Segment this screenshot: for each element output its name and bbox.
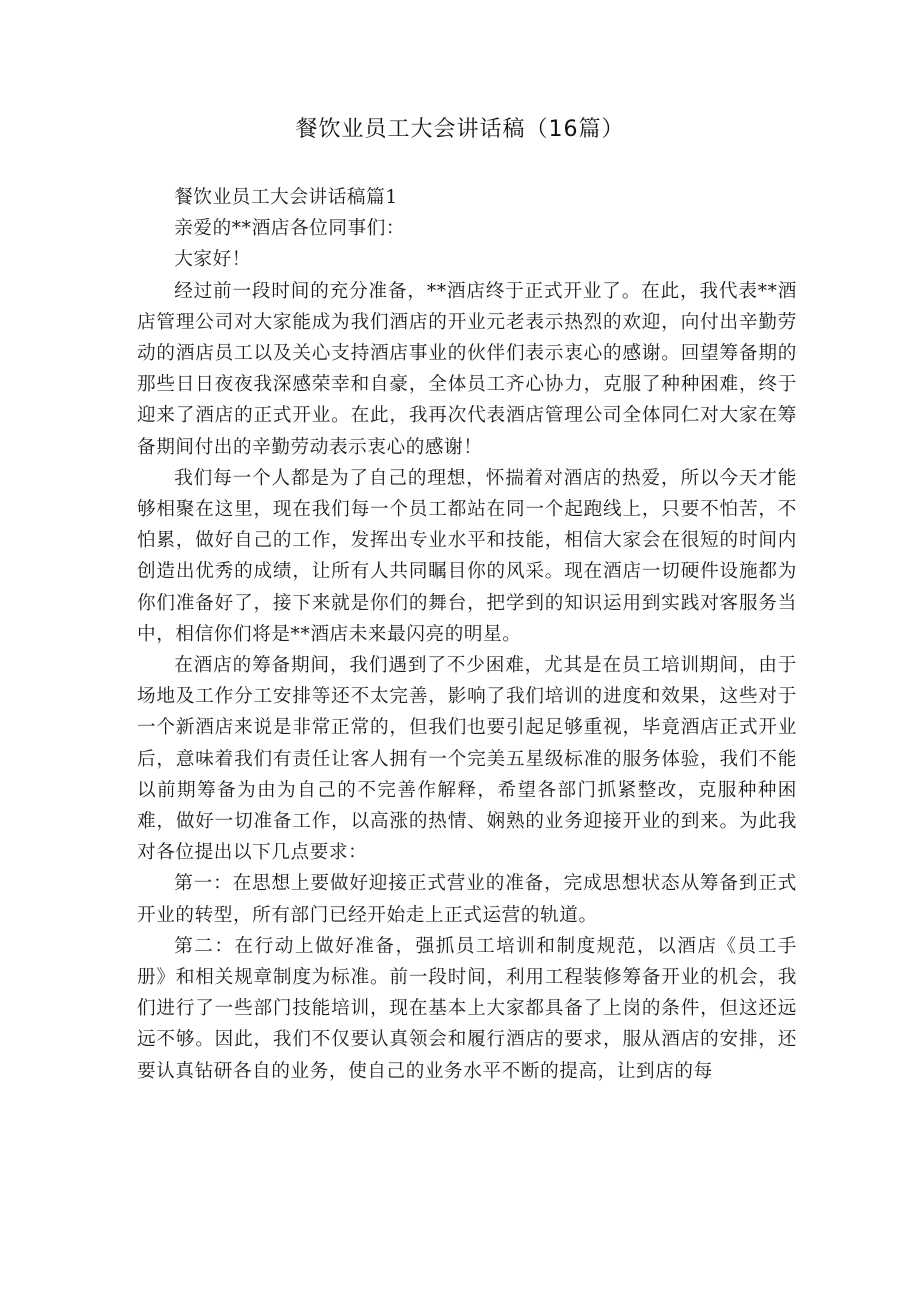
greeting: 大家好！	[174, 249, 251, 271]
paragraph: 在酒店的筹备期间，我们遇到了不少困难，尤其是在员工培训期间，由于场地及工作分工安排等还不太完善，影响了我们培训的进度和效果，这些对于一个新酒店来说是非常正常的，但我们也要引起足够重视，毕竟酒店正式开业后，意味着我们有责任让客人拥有一个完美五星级标准的服务体验，我们不能以前期筹备为由为自己的不完善作解释，希望各部门抓紧整改，克服种种困难，做好一切准备工作，以高涨的热情、娴熟的业务迎接开业的到来。为此我对各位提出以下几点要求：	[137, 655, 797, 864]
paragraph: 经过前一段时间的充分准备，**酒店终于正式开业了。在此，我代表**酒店管理公司对大家能成为我们酒店的开业元老表示热烈的欢迎，向付出辛勤劳动的酒店员工以及关心支持酒店事业的伙伴们表示衷心的感谢。回望筹备期的那些日日夜夜我深感荣幸和自豪，全体员工齐心协力，克服了种种困难，终于迎来了酒店的正式开业。在此，我再次代表酒店管理公司全体同仁对大家在筹备期间付出的辛勤劳动表示衷心的感谢！	[137, 280, 797, 458]
salutation: 亲爱的**酒店各位同事们：	[174, 218, 406, 240]
document-body	[137, 182, 797, 1087]
section-heading: 餐饮业员工大会讲话稿篇1	[174, 187, 398, 208]
paragraph: 第一：在思想上要做好迎接正式营业的准备，完成思想状态从筹备到正式开业的转型，所有部门已经开始走上正式运营的轨道。	[137, 873, 797, 926]
document-title: 餐饮业员工大会讲话稿（16篇）	[295, 117, 625, 142]
paragraph: 第二：在行动上做好准备，强抓员工培训和制度规范，以酒店《员工手册》和相关规章制度为标准。前一段时间，利用工程装修筹备开业的机会，我们进行了一些部门技能培训，现在基本上大家都具备了上岗的条件，但这还远远不够。因此，我们不仅要认真领会和履行酒店的要求，服从酒店的安排，还要认真钻研各自的业务，使自己的业务水平不断的提高，让到店的每	[137, 935, 797, 1082]
paragraph: 我们每一个人都是为了自己的理想，怀揣着对酒店的热爱，所以今天才能够相聚在这里，现在我们每一个员工都站在同一个起跑线上，只要不怕苦，不怕累，做好自己的工作，发挥出专业水平和技能，相信大家会在很短的时间内创造出优秀的成绩，让所有人共同瞩目你的风采。现在酒店一切硬件设施都为你们准备好了，接下来就是你们的舞台，把学到的知识运用到实践对客服务当中，相信你们将是**酒店未来最闪亮的明星。	[137, 467, 797, 645]
